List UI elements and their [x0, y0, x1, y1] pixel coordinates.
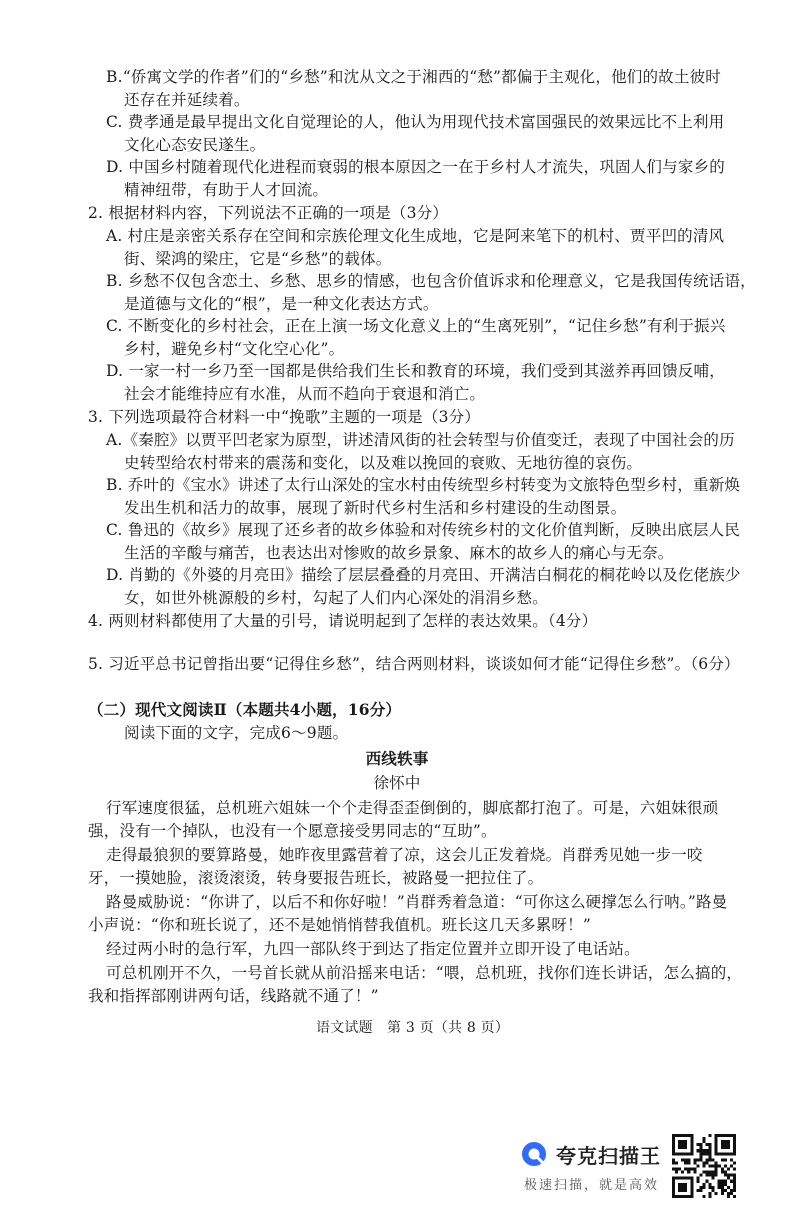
text-line: 西线轶事: [365, 749, 429, 768]
text-line: 精神纽带，有助于人才回流。: [124, 181, 329, 199]
text-line: 是道德与文化的“根”，是一种文化表达方式。: [124, 295, 439, 313]
text-line: 5. 习近平总书记曾指出要“记得住乡愁”，结合两则材料，谈谈如何才能“记得住乡愁”。（6分）: [88, 655, 740, 673]
text-line: 经过两小时的急行军，九四一部队终于到达了指定位置并立即开设了电话站。: [106, 940, 640, 958]
text-line: 走得最狼狈的要算路曼，她昨夜里露营着了凉，这会儿正发着烧。肖群秀见她一步一咬: [106, 846, 703, 864]
brand-name: 夸克扫描王: [556, 1144, 661, 1168]
text-line: 强，没有一个掉队，也没有一个愿意接受男同志的“互助”。: [88, 822, 497, 840]
text-line: 行军速度很猛，总机班六姐妹一个个走得歪歪倒倒的，脚底都打泡了。可是，六姐妹很顽: [106, 799, 719, 817]
text-line: B. 乔叶的《宝水》讲述了太行山深处的宝水村由传统型乡村转变为文旅特色型乡村，重新焕: [106, 476, 741, 494]
text-line: 乡村，避免乡村“文化空心化”。: [124, 340, 345, 358]
text-line: 徐怀中: [373, 774, 421, 792]
text-line: 还存在并延续着。: [124, 91, 250, 109]
brand-tagline: 极速扫描，就是高效: [524, 1178, 660, 1193]
quark-logo-icon: [520, 1140, 548, 1168]
text-line: B. 乡愁不仅包含恋土、乡愁、思乡的情感，也包含价值诉求和伦理意义，它是我国传统话语，: [106, 272, 756, 290]
text-line: 女，如世外桃源般的乡村，勾起了人们内心深处的涓涓乡愁。: [124, 589, 548, 607]
text-line: D. 一家一村一乡乃至一国都是供给我们生长和教育的环境，我们受到其滋养再回馈反哺，: [106, 362, 725, 380]
scanner-watermark: [520, 1138, 670, 1198]
text-line: D. 肖勤的《外婆的月亮田》描绘了层层叠叠的月亮田、开满洁白桐花的桐花岭以及仡佬族少: [106, 566, 741, 584]
text-line: 2. 根据材料内容，下列说法不正确的一项是（3分）: [88, 204, 449, 222]
text-line: 阅读下面的文字，完成6～9题。: [124, 724, 349, 742]
text-line: 文化心态安民遂生。: [124, 136, 266, 154]
text-line: 社会才能维持应有水准，从而不趋向于衰退和消亡。: [124, 385, 486, 403]
text-line: A. 村庄是亲密关系存在空间和宗族伦理文化生成地，它是阿来笔下的机村、贾平凹的清风: [106, 227, 725, 245]
qr-code-icon: [672, 1134, 736, 1198]
text-line: D. 中国乡村随着现代化进程而衰弱的根本原因之一在于乡村人才流失，巩固人们与家乡的: [106, 158, 725, 176]
text-line: A.《秦腔》以贾平凹老家为原型，讲述清风街的社会转型与价值变迁，表现了中国社会的历: [106, 431, 735, 449]
text-line: C. 不断变化的乡村社会，正在上演一场文化意义上的“生离死别”，“记住乡愁”有利于振兴: [106, 317, 726, 335]
text-line: 我和指挥部刚讲两句话，线路就不通了！”: [88, 987, 379, 1005]
text-line: 发出生机和活力的故事，展现了新时代乡村生活和乡村建设的生动图景。: [124, 499, 627, 517]
text-line: （二）现代文阅读Ⅱ（本题共4小题，16分）: [88, 700, 402, 719]
text-line: 可总机刚开不久，一号首长就从前沿摇来电话：“喂，总机班，找你们连长讲话，怎么搞的，: [106, 964, 743, 982]
text-line: 牙，一摸她脸，滚烫滚烫，转身要报告班长，被路曼一把拉住了。: [88, 869, 544, 887]
text-line: 生活的辛酸与痛苦，也表达出对惨败的故乡景象、麻木的故乡人的痛心与无奈。: [124, 544, 674, 562]
text-line: 3. 下列选项最符合材料一中“挽歌”主题的一项是（3分）: [88, 408, 481, 426]
text-line: 街、梁鸿的梁庄，它是“乡愁”的载体。: [124, 250, 392, 268]
text-line: 4. 两则材料都使用了大量的引号，请说明起到了怎样的表达效果。（4分）: [88, 612, 598, 630]
page-footer: 语文试题 第 3 页（共 8 页）: [316, 1020, 510, 1036]
text-line: 路曼威胁说：“你讲了，以后不和你好啦！”肖群秀着急道：“可你这么硬撑怎么行呐。”路曼: [106, 893, 728, 911]
text-line: C. 费孝通是最早提出文化自觉理论的人，他认为用现代技术富国强民的效果远比不上利用: [106, 113, 725, 131]
text-line: C. 鲁迅的《故乡》展现了还乡者的故乡体验和对传统乡村的文化价值判断，反映出底层人民: [106, 521, 741, 539]
text-line: B.“侨寓文学的作者”们的“乡愁”和沈从文之于湘西的“愁”都偏于主观化，他们的故土彼时: [106, 68, 721, 86]
text-line: 史转型给农村带来的震荡和变化，以及难以挽回的衰败、无地彷徨的哀伤。: [124, 454, 643, 472]
text-line: 小声说：“你和班长说了，还不是她悄悄替我值机。班长这几天多累呀！”: [88, 916, 591, 934]
